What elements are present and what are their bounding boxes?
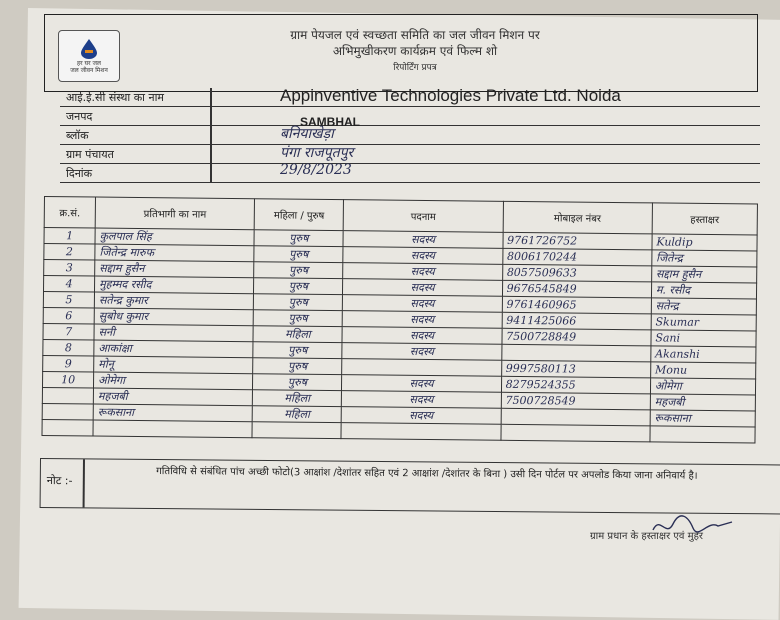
note-label: नोट :- — [46, 474, 73, 488]
gender-cell: पुरुष — [254, 230, 343, 247]
serial-cell: 8 — [43, 339, 94, 356]
district-value: SAMBHAL — [300, 115, 360, 129]
designation-cell: सदस्य — [343, 311, 502, 329]
designation-cell: सदस्य — [342, 391, 501, 409]
serial-cell: 4 — [43, 276, 94, 293]
serial-cell — [42, 387, 93, 404]
name-cell: सुबोध कुमार — [94, 308, 253, 326]
gender-cell: पुरुष — [253, 342, 342, 359]
gender-cell: पुरुष — [254, 294, 343, 311]
designation-cell: सदस्य — [343, 231, 502, 249]
signature-cell: Sani — [651, 330, 756, 347]
mobile-cell: 9676545849 — [502, 280, 651, 298]
name-cell: जितेन्द्र मारुफ — [95, 244, 254, 262]
serial-cell: 10 — [42, 371, 93, 388]
serial-cell: 3 — [44, 260, 95, 277]
note-text: गतिविधि से संबंधित पांच अच्छी फोटो(3 आक्षांश /देशांतर सहित एवं 2 आक्षांश /देशांतर के बिना ) उसी दिन पोर्टल पर अपलोड किया जाना अनिवार्य है। — [156, 466, 698, 482]
designation-cell: सदस्य — [343, 295, 502, 313]
signature-cell: जितेन्द्र — [652, 250, 757, 267]
gram-panchayat-value: पंगा राजपूतपुर — [280, 145, 354, 161]
gender-cell: पुरुष — [254, 262, 343, 279]
signature-cell: रूकसाना — [650, 410, 755, 427]
name-cell: मोनू — [94, 356, 253, 374]
jal-jeevan-logo — [58, 30, 120, 82]
name-cell: महजबी — [93, 388, 252, 406]
signature-caption: ग्राम प्रधान के हस्ताक्षर एवं मुहर — [590, 531, 703, 542]
logo-text: हर घर जल जल जीवन मिशन — [70, 60, 108, 74]
info-row-district — [60, 107, 760, 126]
serial-cell — [42, 419, 93, 436]
name-cell: रूकसाना — [93, 404, 252, 422]
block-value: बनियाखेड़ा — [280, 126, 334, 142]
mobile-cell — [501, 408, 650, 426]
serial-cell: 2 — [44, 244, 95, 261]
note-box — [40, 458, 780, 514]
mobile-cell — [501, 344, 650, 362]
col-designation-header: पदनाम — [344, 200, 504, 233]
gender-cell: पुरुष — [254, 246, 343, 263]
serial-cell: 9 — [43, 355, 94, 372]
info-section — [60, 88, 760, 183]
name-cell: सनी — [94, 324, 253, 342]
mobile-cell — [501, 424, 650, 442]
gender-cell: महिला — [253, 326, 342, 343]
note-separator — [83, 459, 85, 507]
serial-cell: 7 — [43, 323, 94, 340]
mobile-cell: 8279524355 — [501, 376, 650, 394]
gender-cell: पुरुष — [253, 310, 342, 327]
gender-cell: पुरुष — [254, 278, 343, 295]
mobile-cell: 9761460965 — [502, 296, 651, 314]
gender-cell: पुरुष — [253, 374, 342, 391]
designation-cell — [341, 423, 500, 441]
col-serial-header: क्र.सं. — [44, 197, 95, 229]
mobile-cell: 8057509633 — [502, 264, 651, 282]
gender-cell: महिला — [252, 406, 341, 423]
mobile-cell: 9411425066 — [502, 312, 651, 330]
col-gender-header: महिला / पुरुष — [254, 199, 343, 231]
designation-cell: सदस्य — [342, 375, 501, 393]
info-row-block — [60, 126, 760, 145]
gender-cell — [252, 422, 341, 439]
title-line-2: अभिमुखीकरण कार्यक्रम एवं फिल्म शो — [332, 44, 498, 58]
signature-cell: Skumar — [651, 314, 756, 331]
serial-cell: 6 — [43, 307, 94, 324]
signature-cell: महजबी — [650, 394, 755, 411]
col-name-header: प्रतिभागी का नाम — [95, 197, 255, 230]
signature-cell: Monu — [650, 362, 755, 379]
name-cell — [93, 420, 252, 438]
gender-cell: महिला — [253, 390, 342, 407]
col-mobile-header: मोबाइल नंबर — [503, 201, 653, 234]
block-label: ब्लॉक — [66, 129, 89, 142]
title-line-3: रिपोर्टिंग प्रपत्र — [393, 63, 437, 73]
designation-cell: सदस्य — [343, 247, 502, 265]
designation-cell: सदस्य — [342, 327, 501, 345]
designation-cell: सदस्य — [343, 279, 502, 297]
designation-cell: सदस्य — [342, 407, 501, 425]
serial-cell — [42, 403, 93, 420]
designation-cell: सदस्य — [343, 263, 502, 281]
water-drop-icon — [76, 38, 102, 60]
organization-label: आई.ई.सी संस्था का नाम — [66, 91, 165, 104]
mobile-cell: 7500728849 — [502, 328, 651, 346]
date-value: 29/8/2023 — [280, 162, 352, 178]
name-cell: ओमेगा — [94, 372, 253, 390]
district-label: जनपद — [66, 110, 93, 123]
signature-cell: Kuldip — [652, 234, 757, 251]
name-cell: मुहम्मद रसीद — [95, 276, 254, 294]
name-cell: आकांक्षा — [94, 340, 253, 358]
name-cell: कुलपाल सिंह — [95, 228, 254, 246]
signature-cell: सद्दाम हुसैन — [651, 266, 756, 283]
signature-cell: ओमेगा — [650, 378, 755, 395]
title-line-1: ग्राम पेयजल एवं स्वच्छता समिति का जल जीवन मिशन पर — [290, 28, 540, 42]
signature-cell: म. रसीद — [651, 282, 756, 299]
gender-cell: पुरुष — [253, 358, 342, 375]
serial-cell: 1 — [44, 228, 95, 245]
name-cell: सतेन्द्र कुमार — [94, 292, 253, 310]
mobile-cell: 8006170244 — [502, 248, 651, 266]
mobile-cell: 9997580113 — [501, 360, 650, 378]
date-label: दिनांक — [66, 167, 93, 180]
signature-cell: Akanshi — [651, 346, 756, 363]
participants-table — [41, 196, 757, 443]
designation-cell — [342, 359, 501, 377]
signature-cell — [650, 426, 755, 443]
info-row-gram-panchayat — [60, 145, 760, 164]
gram-panchayat-label: ग्राम पंचायत — [66, 148, 114, 161]
name-cell: सद्दाम हुसैन — [95, 260, 254, 278]
mobile-cell: 7500728549 — [501, 392, 650, 410]
organization-value: Appinventive Technologies Private Ltd. Noida — [280, 86, 621, 105]
col-signature-header: हस्ताक्षर — [652, 203, 757, 235]
info-row-date — [60, 164, 760, 183]
designation-cell: सदस्य — [342, 343, 501, 361]
signature-cell: सतेन्द्र — [651, 298, 756, 315]
mobile-cell: 9761726752 — [503, 232, 652, 250]
info-row-organization — [60, 88, 760, 107]
serial-cell: 5 — [43, 292, 94, 309]
